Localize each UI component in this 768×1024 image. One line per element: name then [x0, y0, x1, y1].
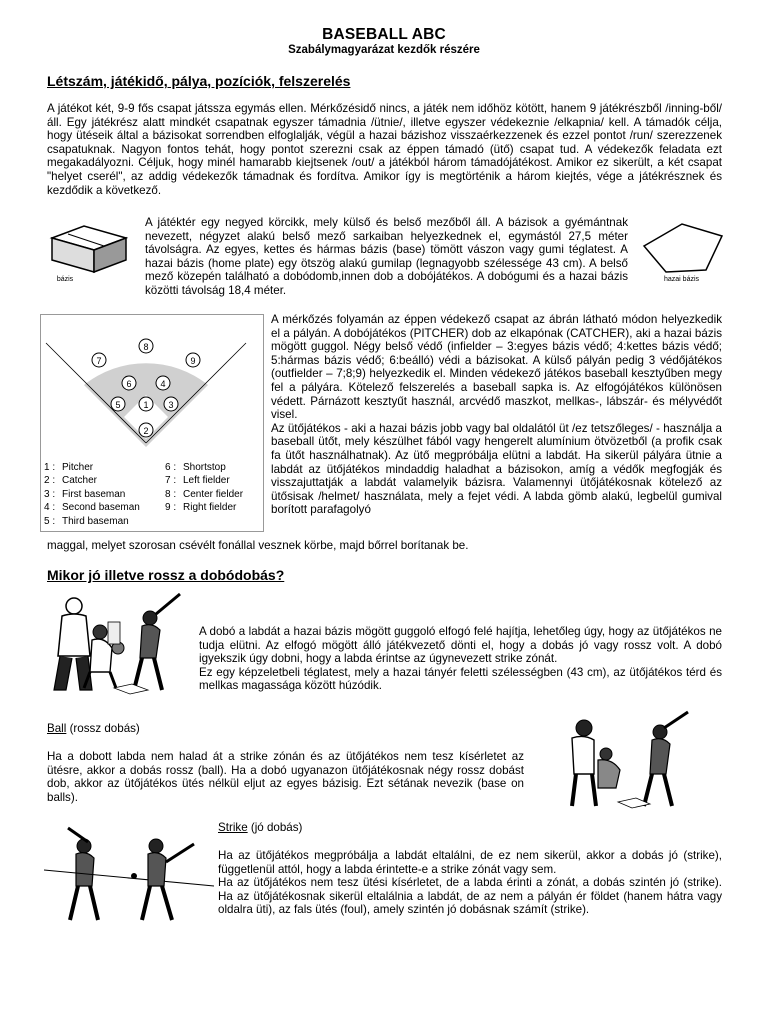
section-heading-rules: Létszám, játékidő, pálya, pozíciók, felszerelés [47, 73, 351, 89]
legend-item [165, 488, 243, 501]
legend-right [165, 461, 243, 515]
legend-num: 7 : [165, 475, 177, 487]
legend-left [44, 461, 140, 528]
legend-num: 5 : [44, 515, 56, 527]
legend-num: 2 : [44, 475, 56, 487]
intro-paragraph [47, 102, 722, 197]
document-subtitle: Szabálymagyarázat kezdők részére [288, 44, 480, 56]
legend-num: 8 : [165, 488, 177, 500]
legend-item [44, 515, 140, 528]
legend-num: 6 : [165, 462, 177, 473]
strike-paragraph [218, 849, 722, 917]
pitching-paragraph [199, 625, 722, 693]
base-caption: bázis [56, 276, 74, 283]
section-heading-pitching: Mikor jó illetve rossz a dobódobás? [47, 567, 285, 583]
ball-text: Ha a dobott labda nem halad át a strike zónán és az ütőjátékos nem tesz kísérletet az ütésre, akkor a dobás rossz (ball). Ha a dobó ugyanazon ütőjátékosnak négy rossz dobást dob, akkor az ütőjátékos ütés nélkül eljut az egyes bázisig. Ezt sétának nevezik (base on balls). [47, 750, 524, 804]
legend-item [44, 501, 140, 514]
pos-5-label: 5 [115, 400, 121, 410]
strike-text-1: Ha az ütőjátékos megpróbálja a labdát eltalálni, de ez nem sikerül, akkor a dobás jó (strike), függetlenül attól, hogy a labda érintette-e a strike zónát vagy sem. [218, 849, 722, 876]
home-plate-caption: hazai bázis [664, 276, 700, 283]
legend-name: Second baseman [62, 502, 140, 514]
legend-num: 4 : [44, 502, 56, 514]
ball-heading [47, 722, 140, 735]
legend-name: Center fielder [183, 488, 244, 500]
strike-text-2: Ha az ütőjátékos nem tesz ütési kísérletet, de a labda érinti a zónát, a dobás szintén jó (strike). Ha az ütőjátékosnak sikerül eltalálnia a labdát, de az nem a pályán ér földet (hanem hátra vagy oldalra üti), az fals ütés (foul), amely szintén jó dobásnak számít (strike). [218, 876, 722, 917]
legend-name: Shortstop [183, 462, 226, 473]
pos-1-label: 1 [143, 400, 149, 410]
legend-item [44, 474, 140, 487]
batter-text: Az ütőjátékos - aki a hazai bázis jobb vagy bal oldalától üt /ez tetszőleges/ - használja a baseball ütőt, mely készülhet fából vagy hengerelt alumínium ötvözetből (a profik csak fa ütőt használhatnak). Az ütő megpróbálja elütni a labdát. Ha sikerül pályára ütnie a labdát az ütőjátékos mindaddig haladhat a bázisokon, amíg a védők megfogják és visszajuttatják a labdát valamelyik bázisra. Valamennyi ütőjátékosnak kötelező az ütősisak /helmet/ használata, mely a fejet védi. A labda gömb alakú, legbelül gumival borított parafagolyó [271, 421, 722, 517]
home-plate-illustration [636, 218, 728, 290]
ball-label: Ball [47, 722, 67, 735]
pos-8-label: 8 [143, 342, 149, 352]
legend-name: Pitcher [62, 462, 94, 473]
legend-name: Catcher [62, 475, 98, 487]
batter-paragraph-end [47, 539, 722, 553]
pitching-text-1: A dobó a labdát a hazai bázis mögött guggoló elfogó felé hajítja, lehetőleg úgy, hogy az ütőjátékos ne tudja elütni. Az elfogó mögött álló játékvezető dönti el, hogy a dobás jó vagy rossz volt. A dobó igyekszik úgy dobni, hogy a labda érintse az úgynevezett strike zónát. [199, 625, 722, 666]
field-paragraph [145, 216, 628, 298]
strike-suffix: (jó dobás) [247, 821, 303, 834]
field-svg [41, 315, 263, 463]
legend-item [165, 461, 243, 474]
legend-item [165, 474, 243, 487]
pos-6-label: 6 [126, 379, 132, 389]
base-illustration [48, 220, 128, 292]
umpire-illustration [532, 708, 722, 812]
pos-4-label: 4 [160, 379, 166, 389]
legend-name: Third baseman [62, 515, 129, 527]
legend-name: First baseman [62, 488, 126, 500]
legend-item [44, 461, 140, 474]
ball-paragraph [47, 750, 524, 804]
positions-text: A mérkőzés folyamán az éppen védekező csapat az ábrán látható módon helyezkedik el a pályán. A dobójátékos (PITCHER) dob az elkapónak (CATCHER), aki a hazai bázis mögött guggol. Négy belső védő (infielder – 3:egyes bázis védő; 4:kettes bázis védő; 5:hármas bázis védő; 6:beálló) védi a bázisokat. A külső pályán pedig 3 védőjátékos (outfielder – 7;8;9) helyezkedik el. Minden védekező játékos baseball kesztyűben megy fel a pályára. Kötelező felszerelés a baseball sapka is. Az elfogójátékos különösen védett. Párnázott kesztyűt használ, arcvédő maszkot, mellkas-, lábszár- és mélyvédőt visel. [271, 313, 722, 422]
strike-heading [218, 821, 302, 834]
legend-name: Left fielder [183, 475, 230, 487]
legend-item [165, 501, 243, 514]
positions-paragraph [271, 313, 722, 517]
pitching-text-2: Ez egy képzeletbeli téglatest, mely a hazai tányér feletti szélességben (43 cm), az ütőjátékos térd és mellkas magassága között húzódik. [199, 665, 722, 693]
ball-suffix: (rossz dobás) [66, 722, 140, 735]
legend-item [44, 488, 140, 501]
catcher-batter-illustration [44, 592, 189, 696]
document-title: BASEBALL ABC [322, 26, 446, 43]
batter-text-end: maggal, melyet szorosan csévélt fonállal vesznek körbe, majd bőrrel borítanak be. [47, 539, 469, 552]
intro-text: A játékot két, 9-9 fős csapat játssza egymás ellen. Mérkőzésidő nincs, a játék nem időhöz kötött, hanem 9 játékrészből /inning-ből/ áll. Egy játékrész alatt mindkét csapatnak egyszer támadnia /ütnie/, illetve egyszer védekeznie /elkapnia/ kell. A támadók célja, hogy ütéseik által a bázisokat sorrendben elfoglalják, végül a hazai bázishoz visszaérkezzenek és ezzel pontot /run/ szerezzenek csapatuknak. Nagyon fontos tehát, hogy pontot szerezni csak az éppen támadó (ütő) csapat tud. A védekezők feladata ezt megakadályozni. Céljuk, hogy minél hamarabb kiejtsenek /out/ a játékból három támadójátékost. Amikor ez sikerült, a két csapat "helyet cserél", az addig védekezők támadnak és fordítva. Amikor így is megtörténik a három kiejtés, vége a játékrésznek és kezdődik a következő. [47, 102, 722, 197]
swing-illustration [44, 826, 214, 926]
field-text: A játéktér egy negyed körcikk, mely külső és belső mezőből áll. A bázisok a gyémántnak nevezett, négyzet alakú belső mező sarkaiban helyezkednek el, egymástól 27,5 méter távolságra. Az egyes, kettes és hármas bázis (base) tömött vászon vagy gumi téglatest. A hazai bázis (home plate) egy ötszög alakú gumilap (legnagyobb szélessége 43 cm). A belső mező közepén található a dobódomb,innen dob a dobójátékos. A dobógumi és a hazai bázis közötti távolság 18,4 méter. [145, 216, 628, 297]
legend-name: Right fielder [183, 502, 237, 514]
positions-diagram [40, 314, 264, 532]
pos-3-label: 3 [168, 400, 174, 410]
legend-num: 1 : [44, 462, 56, 473]
pos-9-label: 9 [190, 356, 196, 366]
pos-2-label: 2 [143, 426, 149, 436]
strike-label: Strike [218, 821, 248, 834]
legend-num: 9 : [165, 502, 177, 514]
pos-7-label: 7 [96, 356, 102, 366]
legend-num: 3 : [44, 488, 56, 500]
